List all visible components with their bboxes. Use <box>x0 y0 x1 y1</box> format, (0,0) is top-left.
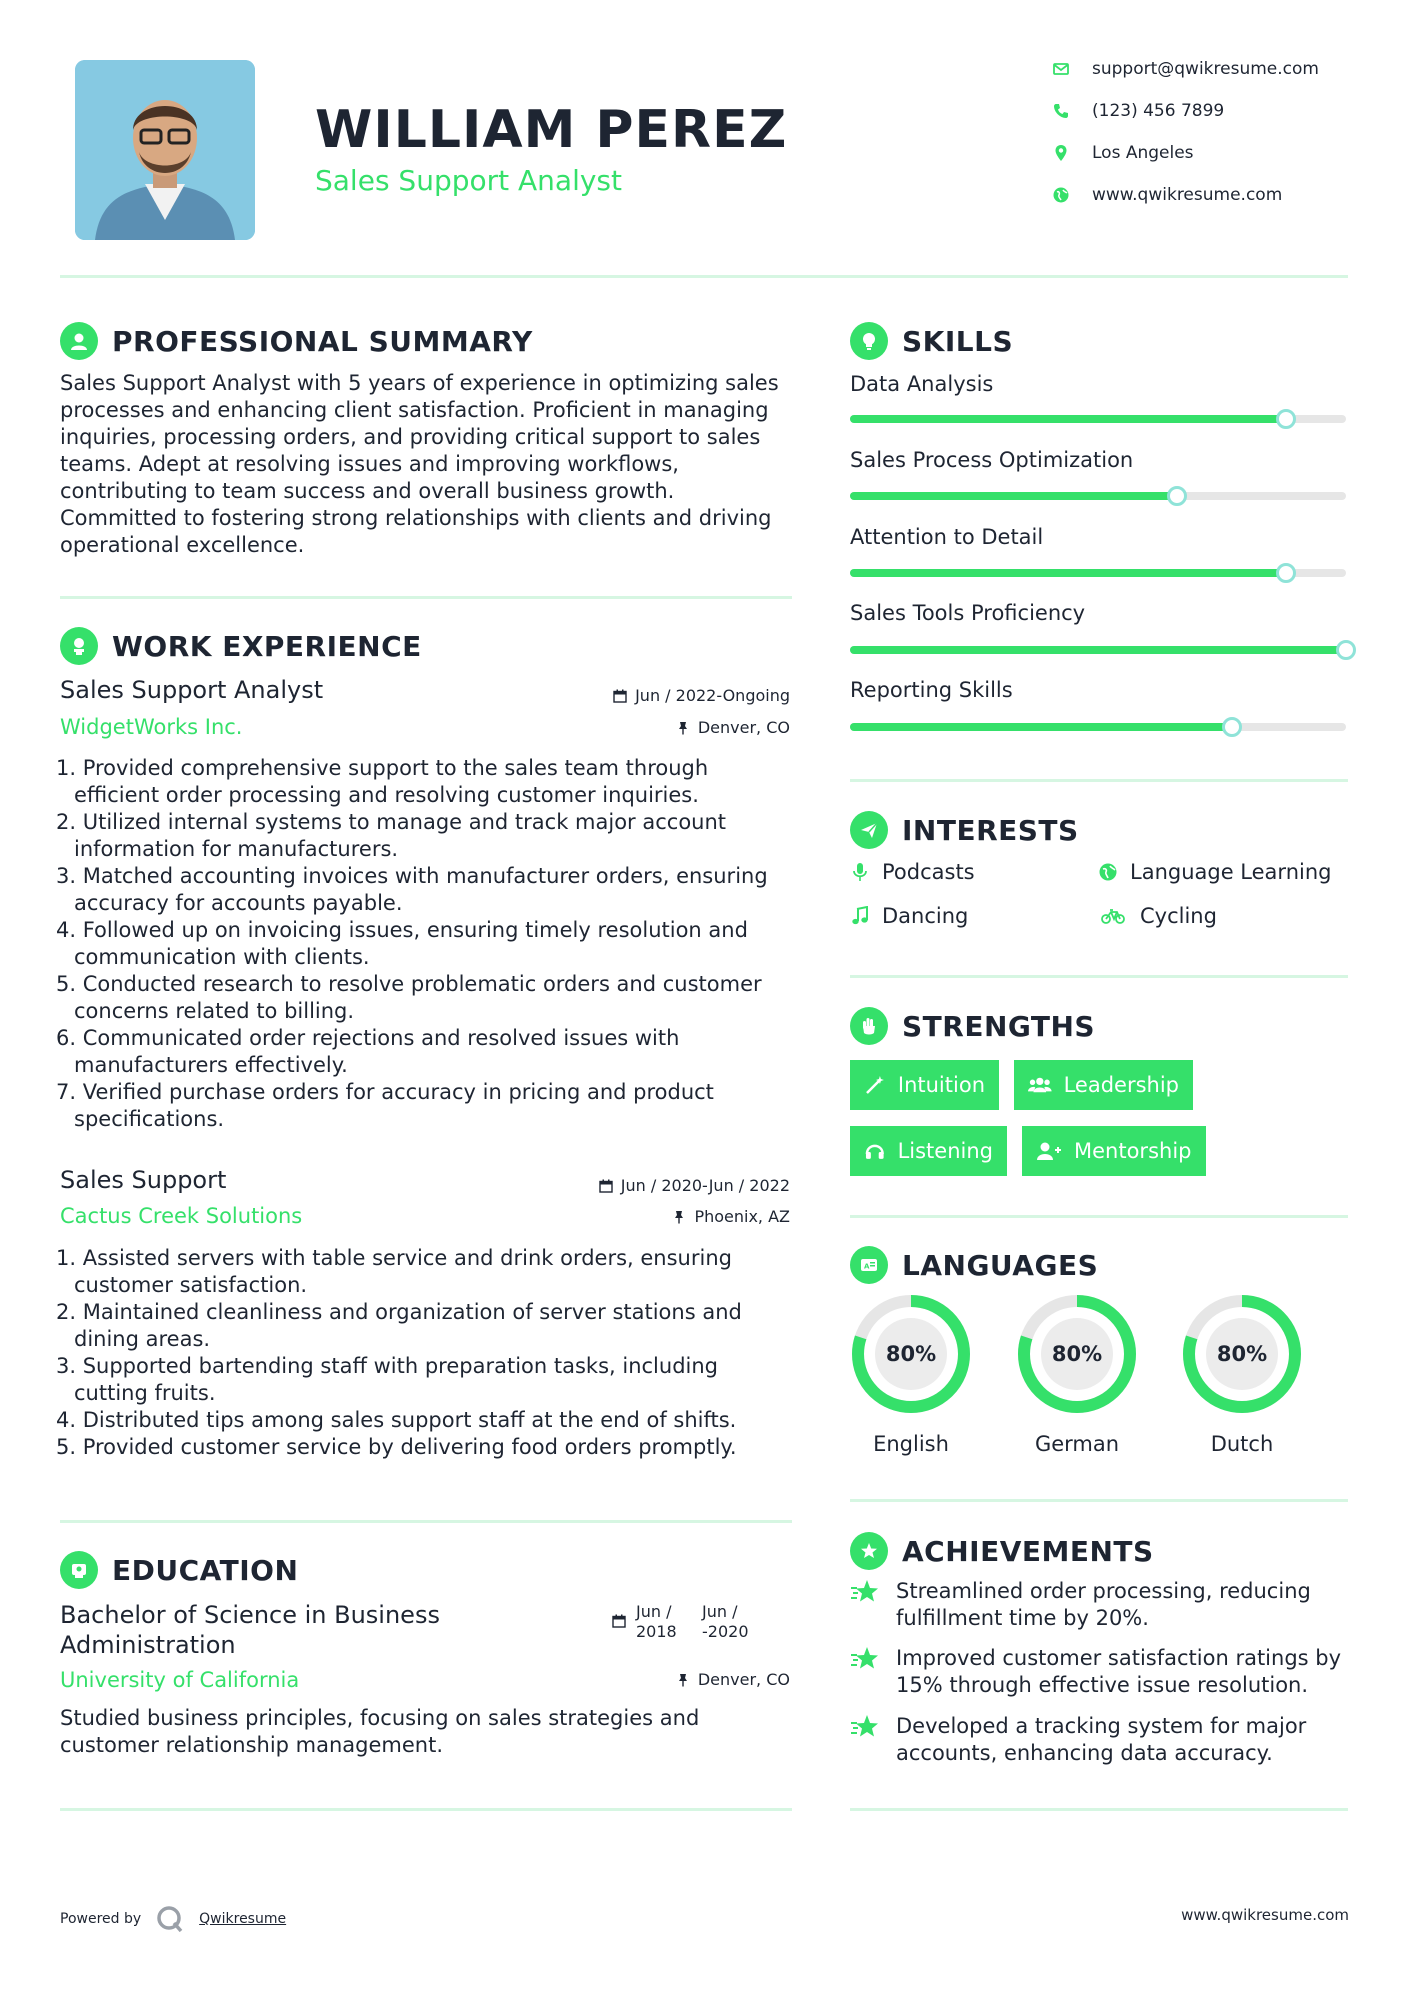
language-item <box>1180 1292 1304 1456</box>
skills-heading: SKILLS <box>850 322 1013 360</box>
contact-email[interactable] <box>1052 59 1319 79</box>
experience-heading: WORK EXPERIENCE <box>60 627 422 665</box>
users-icon <box>1028 1074 1052 1096</box>
pushpin-icon <box>672 1210 686 1224</box>
list-item: 1. Provided comprehensive support to the sales team through efficient order processing and resolving customer inquiries. <box>56 756 709 807</box>
footer-brand-link[interactable]: Qwikresume <box>199 1911 287 1927</box>
paper-plane-icon <box>850 811 888 849</box>
skill-bar-knob <box>1276 563 1296 583</box>
contact-website[interactable] <box>1052 185 1282 205</box>
calendar-icon <box>599 1179 613 1193</box>
phone-icon <box>1052 102 1070 120</box>
star-icon <box>850 1643 882 1675</box>
contact-phone-text: (123) 456 7899 <box>1092 101 1225 121</box>
education-location: Denver, CO <box>676 1670 790 1689</box>
language-item <box>849 1292 973 1456</box>
headphones-icon <box>864 1140 886 1162</box>
skill-bar-knob <box>1336 640 1356 660</box>
list-item: 4. Followed up on invoicing issues, ensuring timely resolution and communication with clients. <box>56 918 748 969</box>
contact-location-text: Los Angeles <box>1092 143 1194 163</box>
music-note-icon <box>850 906 870 926</box>
strength-tag: Intuition <box>850 1060 999 1110</box>
language-name: English <box>873 1432 949 1456</box>
contact-phone[interactable] <box>1052 101 1224 121</box>
candidate-title: Sales Support Analyst <box>315 164 622 197</box>
interest-item: Dancing <box>850 904 968 928</box>
magic-wand-icon <box>864 1074 886 1096</box>
list-item: 5. Conducted research to resolve problematic orders and customer concerns related to billing. <box>56 972 762 1023</box>
achievements-divider <box>850 1808 1348 1811</box>
list-item: 2. Utilized internal systems to manage and track major account information for manufacturers. <box>56 810 727 861</box>
interests-divider <box>850 975 1348 978</box>
languages-heading: A LANGUAGES <box>850 1246 1098 1284</box>
profile-photo <box>75 60 255 240</box>
interest-item: Cycling <box>1098 904 1217 928</box>
summary-text: Sales Support Analyst with 5 years of experience in optimizing sales processes and enhancing client satisfaction. Proficient in managing inquiries, processing orders, and providing critical support to sales teams. Adept at resolving issues and improving workflows, contributing to team success and overall business growth. Committed to fostering strong relationships with clients and driving operational excellence. <box>60 371 779 557</box>
skill-label: Attention to Detail <box>850 525 1044 549</box>
star-icon <box>850 1711 882 1743</box>
school-name: University of California <box>60 1668 300 1692</box>
language-percent: 80% <box>1051 1342 1103 1366</box>
education-end: Jun / -2020 <box>702 1602 749 1641</box>
star-icon <box>850 1576 882 1608</box>
summary-divider <box>60 596 792 599</box>
experience-divider <box>60 1520 792 1523</box>
strength-tag: Listening <box>850 1126 1007 1176</box>
strengths-divider <box>850 1215 1348 1218</box>
skill-label: Sales Process Optimization <box>850 448 1134 472</box>
skill-label: Data Analysis <box>850 372 994 396</box>
lightbulb-icon <box>850 322 888 360</box>
job-location: Phoenix, AZ <box>672 1207 790 1226</box>
skills-divider <box>850 779 1348 782</box>
globe-icon <box>1098 862 1118 882</box>
job-dates: Jun / 2022-Ongoing <box>613 686 790 705</box>
graduation-icon <box>60 1551 98 1589</box>
skill-label: Reporting Skills <box>850 678 1013 702</box>
envelope-icon <box>1052 60 1070 78</box>
list-item: 5. Provided customer service by delivering food orders promptly. <box>56 1435 737 1459</box>
education-description: Studied business principles, focusing on sales strategies and customer relationship management. <box>60 1706 700 1757</box>
job-company: Cactus Creek Solutions <box>60 1204 303 1228</box>
skill-bar-fill <box>850 646 1346 654</box>
interest-item: Podcasts <box>850 860 975 884</box>
list-item: 3. Supported bartending staff with preparation tasks, including cutting fruits. <box>56 1354 719 1405</box>
language-ring <box>1180 1292 1304 1416</box>
list-item: 4. Distributed tips among sales support staff at the end of shifts. <box>56 1408 737 1432</box>
map-pin-icon <box>1052 144 1070 162</box>
skill-bar-knob <box>1276 409 1296 429</box>
degree-title: Bachelor of Science in Business Administration <box>60 1601 440 1659</box>
skill-bar-fill <box>850 723 1232 731</box>
user-icon <box>60 322 98 360</box>
job-role: Sales Support Analyst <box>60 676 324 704</box>
job-duties-list <box>56 755 796 1133</box>
star-badge-icon <box>850 1532 888 1570</box>
footer-website[interactable]: www.qwikresume.com <box>1181 1906 1349 1924</box>
education-divider <box>60 1808 792 1811</box>
contact-website-text: www.qwikresume.com <box>1092 185 1283 205</box>
qwikresume-logo-icon <box>155 1904 185 1934</box>
achievements-heading: ACHIEVEMENTS <box>850 1532 1154 1570</box>
skill-bar <box>850 723 1346 731</box>
achievement-item: Developed a tracking system for major accounts, enhancing data accuracy. <box>850 1713 1350 1767</box>
language-ring <box>1015 1292 1139 1416</box>
briefcase-icon <box>60 627 98 665</box>
list-item: 2. Maintained cleanliness and organization of server stations and dining areas. <box>56 1300 742 1351</box>
language-icon <box>850 1246 888 1284</box>
skill-bar <box>850 492 1346 500</box>
bicycle-icon <box>1098 906 1128 926</box>
pushpin-icon <box>676 1673 690 1687</box>
skill-bar-fill <box>850 415 1286 423</box>
list-item: 1. Assisted servers with table service and drink orders, ensuring customer satisfaction. <box>56 1246 732 1297</box>
language-name: Dutch <box>1210 1432 1274 1456</box>
contact-email-text: support@qwikresume.com <box>1092 59 1319 79</box>
list-item: 6. Communicated order rejections and resolved issues with manufacturers effectively. <box>56 1026 680 1077</box>
job-role: Sales Support <box>60 1166 227 1194</box>
achievement-item: Streamlined order processing, reducing fulfillment time by 20%. <box>850 1578 1350 1632</box>
skill-bar-knob <box>1167 486 1187 506</box>
skill-bar <box>850 646 1346 654</box>
pushpin-icon <box>676 721 690 735</box>
languages-divider <box>850 1499 1348 1502</box>
skill-bar-fill <box>850 492 1177 500</box>
hand-icon <box>850 1007 888 1045</box>
svg-text:A: A <box>864 1262 870 1271</box>
strengths-heading: STRENGTHS <box>850 1007 1095 1045</box>
list-item: 3. Matched accounting invoices with manufacturer orders, ensuring accuracy for accounts payable. <box>56 864 768 915</box>
skill-label: Sales Tools Proficiency <box>850 601 1086 625</box>
job-company: WidgetWorks Inc. <box>60 715 243 739</box>
list-item: 7. Verified purchase orders for accuracy in pricing and product specifications. <box>56 1080 714 1131</box>
education-dates <box>612 1602 752 1642</box>
language-name: German <box>1034 1432 1120 1456</box>
summary-heading: PROFESSIONAL SUMMARY <box>60 322 533 360</box>
language-percent: 80% <box>885 1342 937 1366</box>
education-start: Jun / 2018 <box>636 1602 677 1641</box>
achievement-item: Improved customer satisfaction ratings by 15% through effective issue resolution. <box>850 1645 1350 1699</box>
strength-tag: Leadership <box>1014 1060 1193 1110</box>
job-dates: Jun / 2020-Jun / 2022 <box>599 1176 790 1195</box>
language-item <box>1015 1292 1139 1456</box>
job-duties-list <box>56 1245 796 1461</box>
calendar-icon <box>612 1614 626 1628</box>
skill-bar <box>850 415 1346 423</box>
candidate-name: WILLIAM PEREZ <box>315 100 788 160</box>
globe-icon <box>1052 186 1070 204</box>
calendar-icon <box>613 689 627 703</box>
contact-location <box>1052 143 1194 163</box>
skill-bar-fill <box>850 569 1286 577</box>
microphone-icon <box>850 862 870 882</box>
language-percent: 80% <box>1216 1342 1268 1366</box>
header-divider <box>60 275 1348 278</box>
user-plus-icon <box>1036 1140 1062 1162</box>
strength-tag: Mentorship <box>1022 1126 1206 1176</box>
education-heading: EDUCATION <box>60 1551 298 1589</box>
interest-item: Language Learning <box>1098 860 1331 884</box>
footer-powered-by: Powered by Qwikresume <box>60 1904 286 1934</box>
skill-bar-knob <box>1222 717 1242 737</box>
interests-heading: INTERESTS <box>850 811 1079 849</box>
language-ring <box>849 1292 973 1416</box>
job-location: Denver, CO <box>676 718 790 737</box>
skill-bar <box>850 569 1346 577</box>
